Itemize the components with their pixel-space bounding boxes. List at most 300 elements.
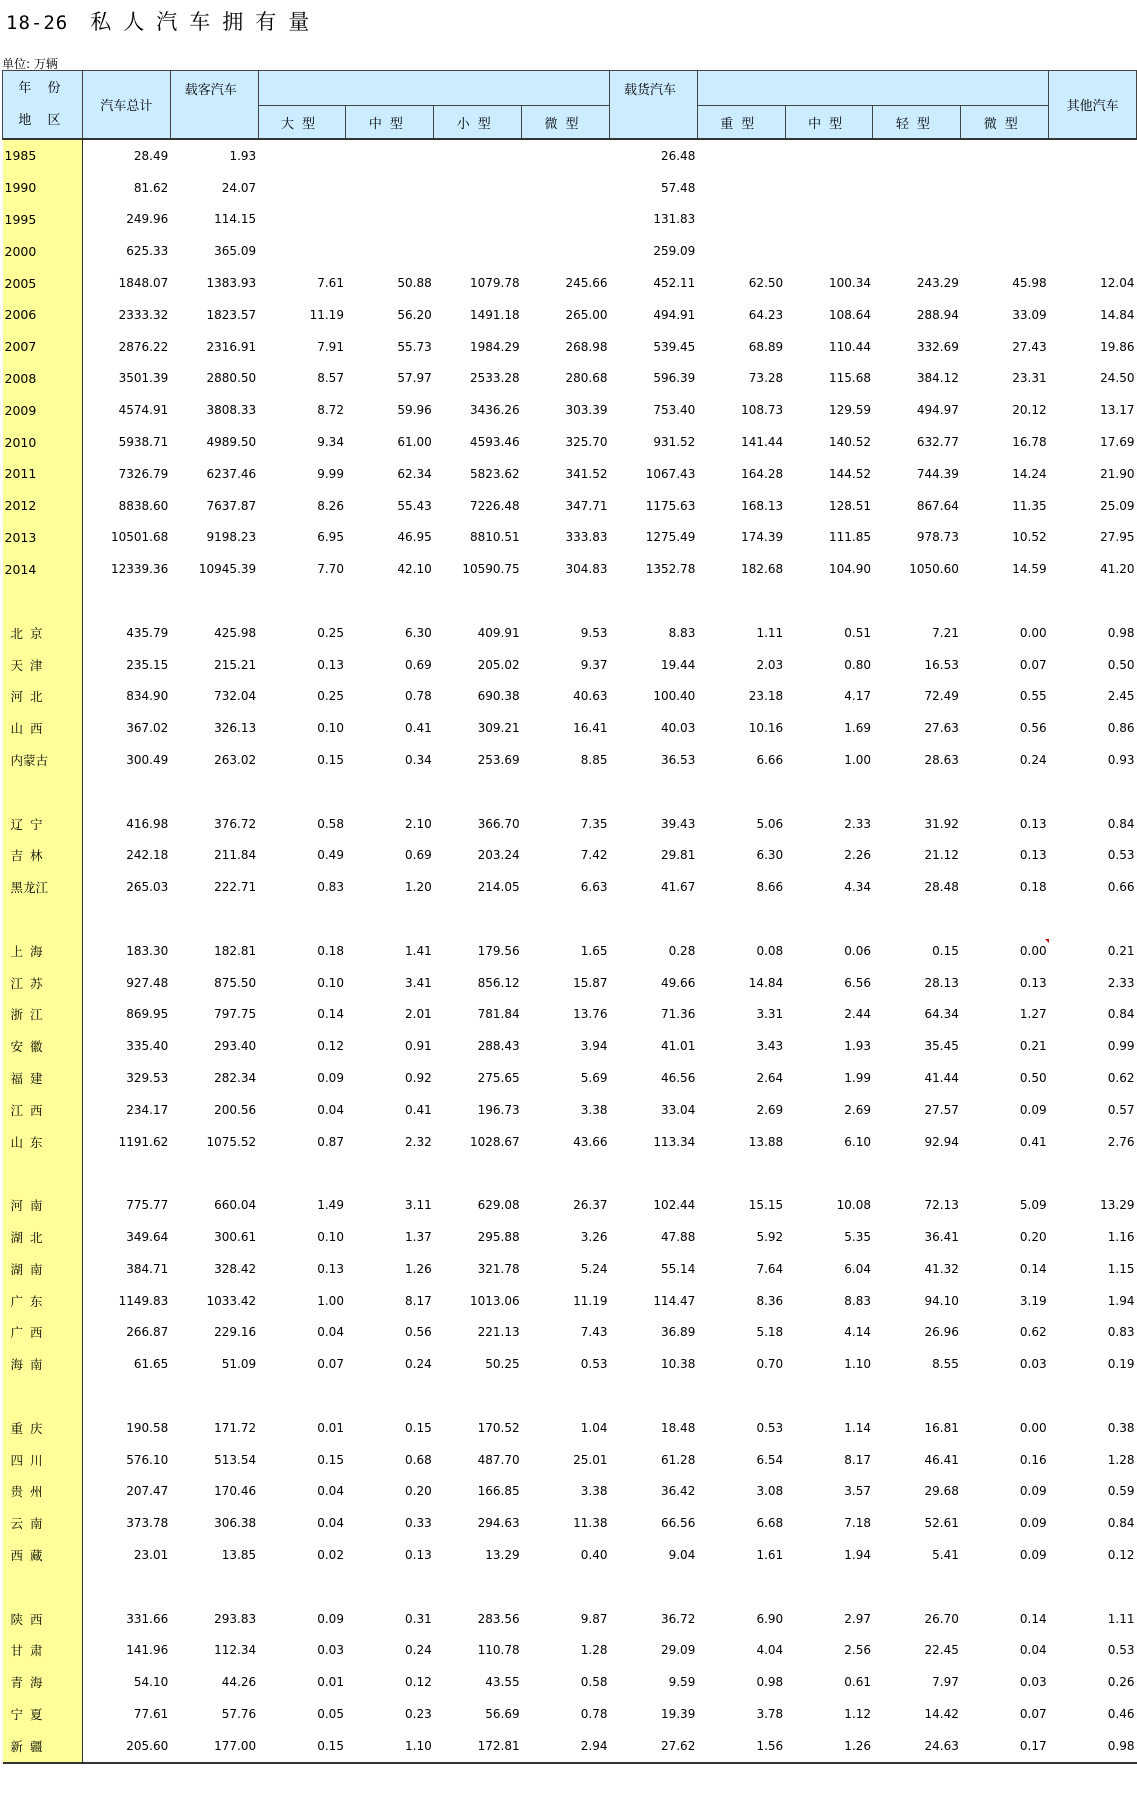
table-cell [697,172,785,204]
table-cell: 1.16 [1107,1229,1135,1244]
table-cell: 174.39 [741,530,784,545]
spacer-row [3,903,1137,935]
table-cell: 2.33 [1107,975,1135,990]
header-passenger-mini: 微型 [522,106,610,140]
table-cell: 0.13 [1019,816,1047,831]
table-cell: 0.09 [1019,1484,1047,1499]
table-cell: 104.90 [828,562,871,577]
table-cell: 0.12 [405,1675,432,1690]
table-row [3,712,1137,744]
table-cell: 775.77 [126,1198,169,1213]
table-cell: 1191.62 [118,1134,169,1149]
table-cell: 0.14 [1019,1611,1047,1626]
row-label: 2008 [3,363,83,395]
header-passenger-spacer [258,71,609,106]
table-cell: 0.20 [1019,1229,1047,1244]
table-cell: 0.92 [405,1071,432,1085]
table-cell [1049,139,1137,172]
table-cell: 229.16 [214,1325,257,1340]
table-cell [873,139,961,172]
table-cell [785,172,873,204]
table-cell [1049,903,1137,935]
table-cell: 36.42 [660,1484,696,1499]
row-label: 2005 [3,267,83,299]
table-cell: 3.38 [580,1102,608,1117]
table-cell: 7.35 [580,816,608,831]
table-cell [258,235,346,267]
table-cell [1049,204,1137,236]
table-cell [785,139,873,172]
table-cell: 25.01 [573,1452,608,1467]
header-total: 汽车总计 [82,71,170,140]
table-cell: 110.78 [477,1643,520,1658]
table-cell: 288.43 [477,1039,520,1054]
table-row [3,1126,1137,1158]
row-label: 湖南 [3,1253,83,1285]
table-cell [961,903,1049,935]
table-cell: 259.09 [653,244,696,259]
table-cell: 0.23 [405,1706,432,1721]
table-cell: 0.03 [1019,1675,1047,1690]
table-cell [434,1571,522,1603]
table-row [3,999,1137,1031]
table-cell: 242.18 [126,848,169,863]
table-cell: 0.26 [1107,1675,1135,1690]
table-cell: 2316.91 [206,339,257,354]
table-cell: 36.72 [660,1611,696,1626]
table-cell: 300.49 [126,753,169,768]
table-cell: 46.56 [660,1071,696,1085]
table-cell: 2880.50 [206,371,257,386]
header-passenger-small: 小型 [434,106,522,140]
row-label: 浙江 [3,999,83,1031]
table-cell: 49.66 [660,975,696,990]
table-cell: 7.61 [317,276,344,291]
data-table [2,70,1137,1764]
table-cell [258,903,346,935]
table-row [3,331,1137,363]
table-row [3,1062,1137,1094]
table-cell [1049,1571,1137,1603]
table-cell: 0.68 [405,1452,432,1467]
row-label: 上海 [3,935,83,967]
table-cell: 11.35 [1012,498,1047,513]
table-cell: 12339.36 [111,562,169,577]
table-cell: 0.19 [1107,1357,1135,1372]
table-cell: 0.09 [1019,1102,1047,1117]
spacer-row [3,1571,1137,1603]
table-cell: 3.41 [405,975,432,990]
table-cell: 41.32 [924,1261,959,1276]
table-cell: 0.61 [844,1675,871,1690]
table-row [3,1666,1137,1698]
table-cell: 7.18 [844,1516,871,1531]
table-cell: 10.38 [660,1357,696,1372]
table-cell: 144.52 [828,466,871,481]
table-cell: 6237.46 [206,466,257,481]
row-label: 2011 [3,458,83,490]
table-cell: 1.10 [844,1357,871,1372]
table-number: 18-26 [6,12,69,34]
table-cell: 9.53 [580,625,608,640]
table-cell: 61.00 [397,435,432,450]
table-cell: 2.32 [405,1134,432,1149]
table-cell: 9.04 [668,1547,696,1562]
table-cell: 1.61 [756,1547,784,1562]
table-cell: 55.43 [397,498,432,513]
table-cell: 203.24 [477,848,520,863]
table-cell: 0.84 [1107,1007,1135,1022]
table-cell: 44.26 [221,1675,257,1690]
table-cell: 141.96 [126,1643,169,1658]
table-cell: 0.58 [317,816,344,831]
table-cell: 7.64 [756,1261,784,1276]
header-truck-light: 轻型 [873,106,961,140]
table-cell: 235.15 [126,657,169,672]
table-cell: 6.95 [317,530,344,545]
table-cell: 20.12 [1012,403,1047,418]
table-cell: 40.03 [660,721,696,736]
table-cell: 222.71 [214,880,257,895]
row-label [3,903,83,935]
row-label: 1990 [3,172,83,204]
row-label: 2014 [3,553,83,585]
table-cell: 5823.62 [470,466,520,481]
table-cell [522,776,610,808]
table-cell: 2.56 [844,1643,871,1658]
table-cell: 19.44 [660,657,696,672]
table-cell: 27.62 [609,1730,697,1763]
table-cell: 140.52 [828,435,871,450]
table-cell: 4593.46 [470,435,520,450]
table-cell: 2.97 [844,1611,871,1626]
table-cell: 0.83 [1107,1325,1135,1340]
table-cell: 33.04 [660,1102,696,1117]
table-cell: 869.95 [126,1007,169,1022]
table-cell: 1.26 [405,1261,432,1276]
table-cell: 9198.23 [206,530,257,545]
row-label [3,585,83,617]
table-cell: 3.43 [756,1039,784,1054]
table-cell: 0.98 [756,1675,784,1690]
table-cell [873,204,961,236]
table-cell [346,204,434,236]
table-cell: 1050.60 [909,562,959,577]
table-cell: 3808.33 [206,403,257,418]
table-cell: 205.60 [82,1730,170,1763]
table-cell: 283.56 [477,1611,520,1626]
table-cell: 11.38 [573,1516,608,1531]
table-cell: 0.15 [405,1420,432,1435]
table-cell: 62.50 [748,276,784,291]
table-cell: 293.40 [214,1039,257,1054]
table-cell: 115.68 [828,371,871,386]
table-cell: 1.15 [1107,1261,1135,1276]
table-cell [873,776,961,808]
table-cell [170,776,258,808]
table-cell: 52.61 [924,1516,959,1531]
table-cell: 1984.29 [470,339,520,354]
table-row [3,1221,1137,1253]
table-cell: 0.53 [1107,1643,1135,1658]
table-cell: 131.83 [653,212,696,227]
table-cell: 0.55 [1019,689,1047,704]
table-cell: 5.24 [580,1261,608,1276]
table-cell [258,204,346,236]
table-cell: 46.95 [397,530,432,545]
table-cell: 0.62 [1019,1325,1047,1340]
table-cell: 1075.52 [206,1134,257,1149]
spacer-row [3,776,1137,808]
table-cell: 0.86 [1107,721,1135,736]
table-cell: 0.40 [580,1547,608,1562]
table-cell: 13.88 [748,1134,784,1149]
table-cell [170,1158,258,1190]
table-cell: 177.00 [170,1730,258,1763]
table-row [3,458,1137,490]
table-cell: 452.11 [653,276,696,291]
table-cell [873,903,961,935]
table-cell: 576.10 [126,1452,169,1467]
table-cell: 47.88 [660,1229,696,1244]
table-cell: 1.93 [229,148,257,163]
table-cell: 781.84 [477,1007,520,1022]
table-cell [82,1158,170,1190]
table-cell: 373.78 [126,1516,169,1531]
table-cell: 0.10 [317,975,344,990]
table-cell: 128.51 [828,498,871,513]
table-cell: 1.93 [844,1039,871,1054]
table-cell: 10.52 [1012,530,1047,545]
table-cell: 1.11 [756,625,784,640]
table-cell: 0.50 [1019,1071,1047,1085]
table-cell: 114.47 [653,1293,696,1308]
table-row [3,1189,1137,1221]
table-cell: 64.23 [748,307,784,322]
table-cell: 0.99 [1107,1039,1135,1054]
table-cell: 8.66 [756,880,784,895]
table-cell: 0.41 [405,721,432,736]
table-cell: 41.67 [660,880,696,895]
table-cell [961,935,1049,967]
table-cell: 416.98 [126,816,169,831]
table-cell: 0.17 [961,1730,1049,1763]
table-row [3,1475,1137,1507]
table-cell [434,204,522,236]
table-cell: 5.69 [580,1071,608,1085]
table-cell: 33.09 [1012,307,1047,322]
table-row [3,172,1137,204]
table-cell: 7.91 [317,339,344,354]
table-cell: 0.15 [932,943,959,958]
table-row [3,490,1137,522]
table-cell: 0.80 [844,657,871,672]
table-cell: 384.71 [126,1261,169,1276]
table-cell: 1823.57 [206,307,257,322]
table-cell: 0.10 [317,721,344,736]
table-cell: 73.28 [748,371,784,386]
row-label: 1995 [3,204,83,236]
table-cell [522,1571,610,1603]
table-cell: 0.04 [317,1325,344,1340]
table-cell [522,1158,610,1190]
table-cell: 10501.68 [111,530,169,545]
table-cell [1049,172,1137,204]
table-cell: 0.08 [756,943,784,958]
table-cell: 11.19 [573,1293,608,1308]
table-cell: 13.29 [1100,1198,1135,1213]
table-cell: 0.53 [1107,848,1135,863]
table-cell: 0.66 [1107,880,1135,895]
table-cell: 16.78 [1012,435,1047,450]
table-cell: 0.49 [317,848,344,863]
table-cell [873,585,961,617]
table-cell: 36.89 [660,1325,696,1340]
row-label: 新疆 [3,1730,83,1763]
row-label: 山东 [3,1126,83,1158]
table-cell: 288.94 [916,307,959,322]
table-cell: 1.00 [317,1293,344,1308]
table-cell: 494.91 [653,307,696,322]
table-cell: 71.36 [660,1007,696,1022]
table-cell: 3.57 [844,1484,871,1499]
table-cell: 513.54 [214,1452,257,1467]
table-cell: 7326.79 [118,466,169,481]
table-cell: 275.65 [477,1071,520,1085]
table-cell: 0.53 [756,1420,784,1435]
table-cell: 325.70 [565,435,608,450]
table-cell: 0.15 [317,1452,344,1467]
table-cell: 92.94 [924,1134,959,1149]
table-cell: 2.26 [844,848,871,863]
table-cell: 1079.78 [470,276,520,291]
table-cell [785,204,873,236]
table-cell: 0.16 [1019,1452,1047,1467]
table-cell: 0.07 [1019,1706,1047,1721]
header-passenger-bottom [170,106,258,140]
row-label: 重庆 [3,1412,83,1444]
table-cell: 660.04 [214,1198,257,1213]
table-cell [170,903,258,935]
table-cell [522,903,610,935]
table-cell: 108.73 [741,403,784,418]
table-cell: 1013.06 [470,1293,520,1308]
table-cell: 2.44 [844,1007,871,1022]
table-cell [170,1380,258,1412]
table-cell: 2.69 [844,1102,871,1117]
table-cell: 625.33 [126,244,169,259]
table-cell: 0.24 [405,1357,432,1372]
table-cell: 172.81 [434,1730,522,1763]
table-cell [346,1158,434,1190]
header-passenger: 载客汽车 [170,71,258,106]
table-cell: 2.45 [1107,689,1135,704]
table-cell: 3.11 [405,1198,432,1213]
table-cell: 6.30 [756,848,784,863]
table-cell: 487.70 [477,1452,520,1467]
table-cell [697,139,785,172]
table-cell [961,1571,1049,1603]
table-cell: 54.10 [133,1675,169,1690]
header-passenger-large: 大型 [258,106,346,140]
table-cell [609,776,697,808]
table-cell [697,204,785,236]
table-cell: 0.01 [317,1675,344,1690]
table-cell: 282.34 [214,1071,257,1085]
table-cell: 1.26 [785,1730,873,1763]
table-cell: 321.78 [477,1261,520,1276]
table-cell: 0.24 [405,1643,432,1658]
table-cell: 45.98 [1012,276,1047,291]
row-label: 湖北 [3,1221,83,1253]
table-cell: 0.09 [317,1071,344,1085]
table-cell: 0.38 [1107,1420,1135,1435]
table-row [3,808,1137,840]
header-other: 其他汽车 [1049,71,1137,140]
table-cell: 8.85 [580,753,608,768]
header-truck-mini: 微型 [961,106,1049,140]
table-cell [697,1571,785,1603]
table-cell: 931.52 [653,435,696,450]
table-cell: 46.41 [924,1452,959,1467]
table-cell [785,585,873,617]
table-cell: 9.37 [580,657,608,672]
table-cell: 0.25 [317,625,344,640]
table-cell: 6.63 [580,880,608,895]
table-cell: 341.52 [565,466,608,481]
table-cell: 28.13 [924,975,959,990]
row-label: 2010 [3,426,83,458]
table-cell: 24.63 [873,1730,961,1763]
table-cell: 6.90 [756,1611,784,1626]
table-row [3,617,1137,649]
table-cell: 0.18 [1019,880,1047,895]
table-cell: 6.56 [844,975,871,990]
table-cell [258,1158,346,1190]
table-cell: 10.16 [748,721,784,736]
table-cell: 35.45 [924,1039,959,1054]
table-cell: 41.44 [924,1071,959,1085]
table-cell [873,1158,961,1190]
table-row [3,1253,1137,1285]
table-cell [873,1571,961,1603]
table-cell: 211.84 [214,848,257,863]
table-cell [522,204,610,236]
table-cell: 0.51 [844,625,871,640]
table-cell: 1.37 [405,1229,432,1244]
table-cell [697,776,785,808]
row-label: 2012 [3,490,83,522]
table-cell: 0.56 [1019,721,1047,736]
table-cell: 1.11 [1107,1611,1135,1626]
table-cell: 29.81 [660,848,696,863]
table-cell [785,1571,873,1603]
table-row [3,967,1137,999]
table-row [3,267,1137,299]
table-cell: 170.52 [477,1420,520,1435]
table-cell: 0.15 [258,1730,346,1763]
table-cell [82,776,170,808]
table-cell: 309.21 [477,721,520,736]
table-cell [258,776,346,808]
table-cell: 1.28 [1107,1452,1135,1467]
table-cell: 5.09 [1019,1198,1047,1213]
table-cell: 0.84 [1107,816,1135,831]
header-truck: 载货汽车 [609,71,697,106]
row-label: 2009 [3,394,83,426]
table-cell: 221.13 [477,1325,520,1340]
table-cell: 2.76 [1107,1134,1135,1149]
